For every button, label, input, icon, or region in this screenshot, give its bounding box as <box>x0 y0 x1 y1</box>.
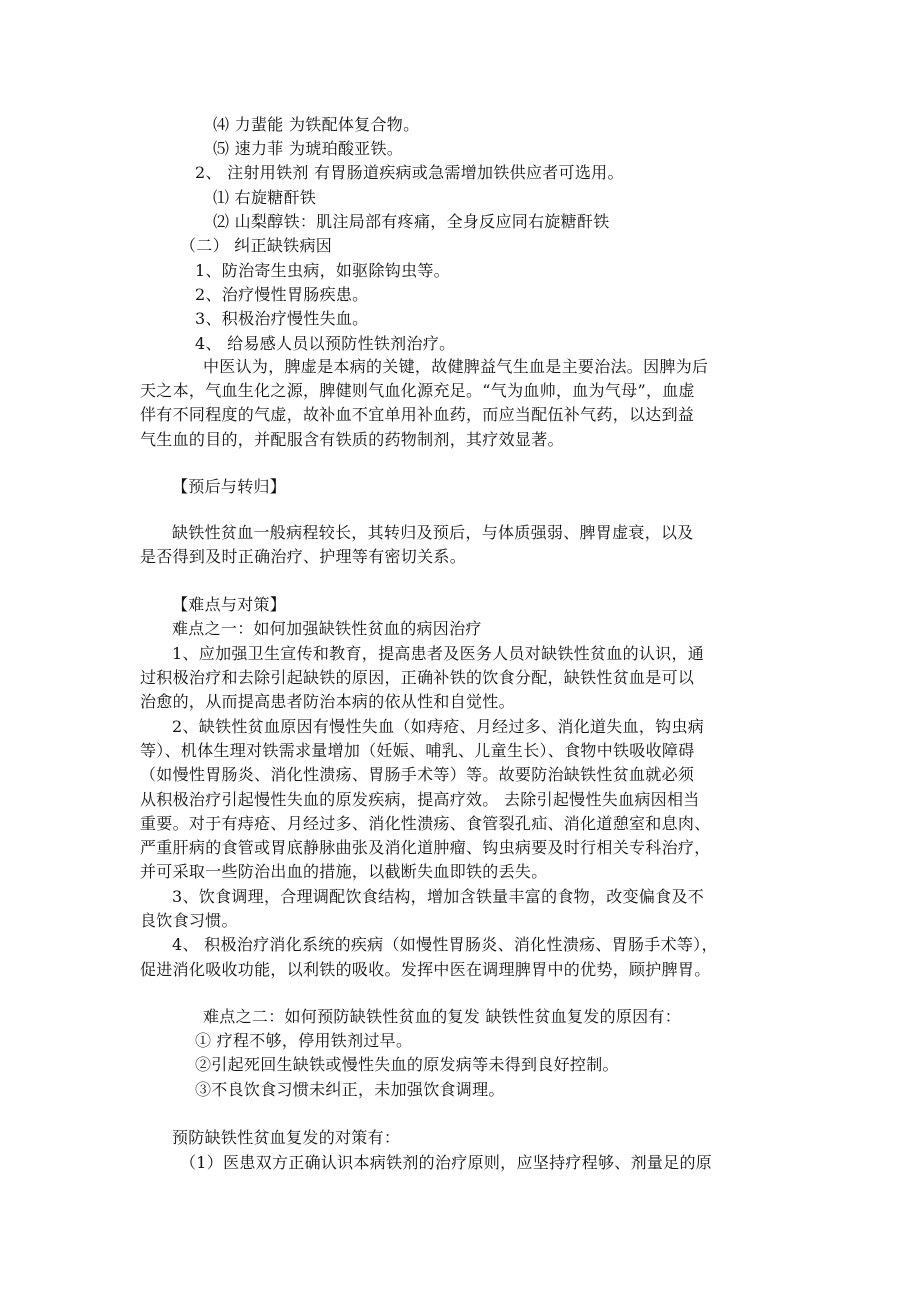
text-line: 1、防治寄生虫病，如驱除钩虫等。 <box>195 261 450 280</box>
text-line: 伴有不同程度的气虚，故补血不宜单用补血药，而应当配伍补气药，以达到益 <box>140 405 695 424</box>
text-line: 天之本，气血生化之源，脾健则气血化源充足。“气为血帅，血为气母”，血虚 <box>140 381 695 400</box>
text-line: （1）医患双方正确认识本病铁剂的治疗原则，应坚持疗程够、剂量足的原 <box>180 1153 713 1172</box>
text-line: 4、 积极治疗消化系统的疾病（如慢性胃肠炎、消化性溃疡、胃肠手术等）， <box>172 935 718 954</box>
text-line: 促进消化吸收功能，以利铁的吸收。发挥中医在调理脾胃中的优势，顾护脾胃。 <box>140 960 711 979</box>
text-line: 1、应加强卫生宣传和教育，提高患者及医务人员对缺铁性贫血的认识，通 <box>172 644 705 663</box>
text-line: ⑷ 力蜚能 为铁配体复合物。 <box>213 115 420 134</box>
text-line: 过积极治疗和去除引起缺铁的原因，正确补铁的饮食分配，缺铁性贫血是可以 <box>140 668 695 687</box>
text-line: 气生血的目的，并配服含有铁质的药物制剂，其疗效显著。 <box>140 430 564 449</box>
text-line: （如慢性胃肠炎、消化性溃疡、胃肠手术等）等。故要防治缺铁性贫血就必须 <box>140 765 695 784</box>
text-line: ⑵ 山梨醇铁：肌注局部有疼痛，全身反应同右旋糖酐铁 <box>213 212 610 231</box>
text-line: 从积极治疗引起慢性失血的原发疾病，提高疗效。 去除引起慢性失血病因相当 <box>140 790 700 809</box>
text-line: 并可采取一些防治出血的措施，以截断失血即铁的丢失。 <box>140 862 548 881</box>
text-line: 严重肝病的食管或胃底静脉曲张及消化道肿瘤、钩虫病要及时行相关专科治疗， <box>140 838 711 857</box>
text-line: 4、 给易感人员以预防性铁剂治疗。 <box>195 334 456 353</box>
text-line: 3、饮食调理，合理调配饮食结构，增加含铁量丰富的食物，改变偏食及不 <box>172 887 705 906</box>
text-line: 是否得到及时正确治疗、护理等有密切关系。 <box>140 547 467 566</box>
section-heading: （二） 纠正缺铁病因 <box>180 236 333 255</box>
text-line: 3、积极治疗慢性失血。 <box>195 309 369 328</box>
text-line: 治愈的，从而提高患者防治本病的依从性和自觉性。 <box>140 692 515 711</box>
text-line: ⑸ 速力菲 为琥珀酸亚铁。 <box>213 139 404 158</box>
list-item: ③不良饮食习惯未纠正，未加强饮食调理。 <box>195 1080 505 1099</box>
list-item: ②引起死回生缺铁或慢性失血的原发病等未得到良好控制。 <box>195 1055 619 1074</box>
section-heading: 【难点与对策】 <box>172 595 287 614</box>
section-heading: 【预后与转归】 <box>172 477 287 496</box>
text-line: 2、治疗慢性胃肠疾患。 <box>195 285 369 304</box>
text-line: 2、缺铁性贫血原因有慢性失血（如痔疮、月经过多、消化道失血，钩虫病 <box>172 717 705 736</box>
subheading: 预防缺铁性贫血复发的对策有： <box>172 1128 401 1147</box>
list-item: ① 疗程不够，停用铁剂过早。 <box>195 1031 413 1050</box>
text-line: 重要。对于有痔疮、月经过多、消化性溃疡、食管裂孔疝、消化道憩室和息肉、 <box>140 814 711 833</box>
subheading: 难点之二：如何预防缺铁性贫血的复发 缺铁性贫血复发的原因有： <box>203 1007 682 1026</box>
text-line: ⑴ 右旋糖酐铁 <box>213 188 317 207</box>
text-line: 良饮食习惯。 <box>140 911 238 930</box>
text-line: 2、 注射用铁剂 有胃肠道疾病或急需增加铁供应者可选用。 <box>195 163 624 182</box>
text-line: 等）、机体生理对铁需求量增加（妊娠、哺乳、儿童生长）、食物中铁吸收障碍 <box>140 741 695 760</box>
text-line: 中医认为，脾虚是本病的关键，故健脾益气生血是主要治法。因脾为后 <box>203 357 709 376</box>
subheading: 难点之一：如何加强缺铁性贫血的病因治疗 <box>172 619 482 638</box>
text-line: 缺铁性贫血一般病程较长，其转归及预后，与体质强弱、脾胃虚衰，以及 <box>172 523 694 542</box>
